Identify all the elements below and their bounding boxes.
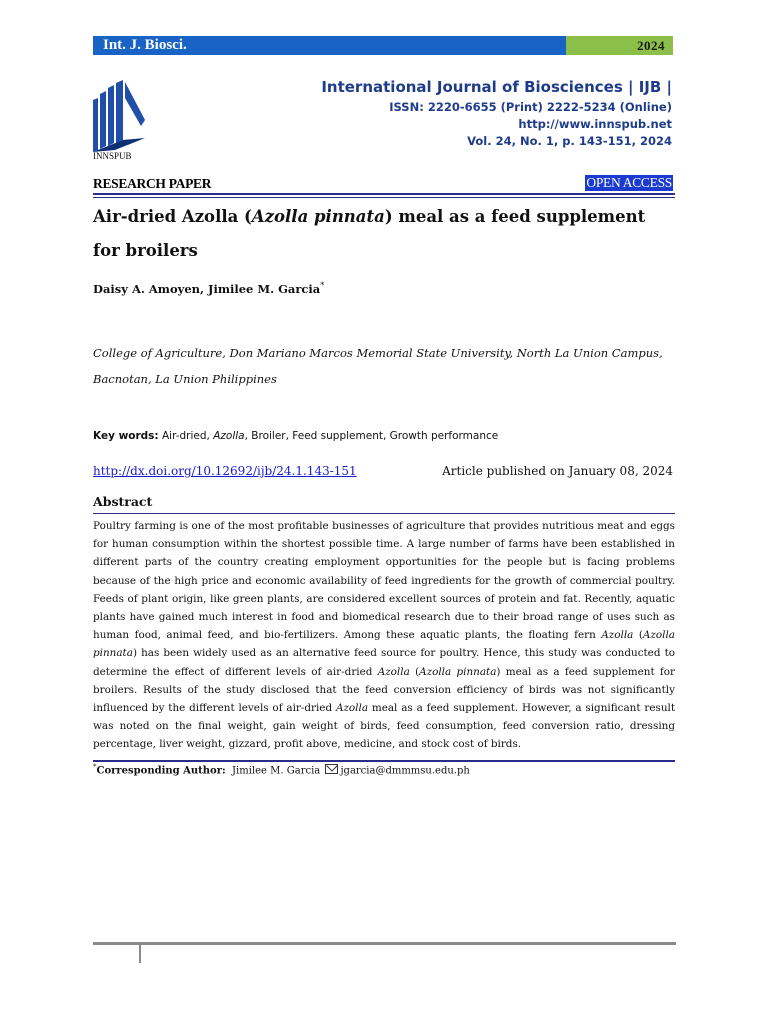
publication-date: Article published on January 08, 2024 [442, 464, 673, 478]
divider [93, 760, 675, 762]
open-access-badge: OPEN ACCESS [586, 175, 672, 190]
abstract-heading: Abstract [93, 494, 153, 509]
divider [93, 193, 675, 195]
article-type: RESEARCH PAPER [93, 176, 212, 191]
journal-header-bar [93, 36, 673, 55]
footer-mark [139, 945, 141, 963]
doi-link[interactable]: http://dx.doi.org/10.12692/ijb/24.1.143-151 [93, 464, 357, 478]
journal-volume: Vol. 24, No. 1, p. 143-151, 2024 [467, 134, 672, 148]
journal-short-name: Int. J. Biosci. [103, 37, 187, 53]
divider [93, 197, 675, 198]
footer-rule [93, 942, 676, 945]
header-blue-bar [93, 36, 566, 55]
article-title: Air-dried Azolla (Azolla pinnata) meal as a feed supplement for broilers [93, 207, 646, 260]
affiliation: College of Agriculture, Don Mariano Marcos Memorial State University, North La Union Campus, Bacnotan, La Union Philippines [93, 346, 663, 386]
authors: Daisy A. Amoyen, Jimilee M. Garcia* [93, 281, 325, 296]
corresponding-author: *Corresponding Author: Jimilee M. Garcia jgarcia@dmmmsu.edu.ph [93, 763, 470, 777]
header-year: 2024 [637, 38, 665, 53]
innspub-logo-icon [93, 80, 149, 162]
journal-url[interactable]: http://www.innspub.net [518, 117, 672, 131]
corresponding-name: Jimilee M. Garcia [232, 765, 321, 777]
abstract-text: Poultry farming is one of the most profitable businesses of agriculture that provides nutritious meat and eggs for human consumption within the shortest possible time. A large number of farms have been established in different parts of the country creating employment opportunities for the people but is facing problems because of the high price and economic availability of feed ingredients for the growth of commercial poultry. Feeds of plant origin, like green plants, are considered excellent sources of protein and fat. Recently, aquatic plants have gained much interest in food and biomedical research due to their broad range of uses such as human food, animal feed, and bio-fertilizers. Among these aquatic plants, the floating fern Azolla (Azolla pinnata) has been widely used as an alternative feed source for poultry. Hence, this study was conducted to determine the effect of different levels of air-dried Azolla (Azolla pinnata) meal as a feed supplement for broilers. Results of the study disclosed that the feed conversion efficiency of birds was not significantly influenced by the different levels of air-dried Azolla meal as a feed supplement. However, a significant result was noted on the final weight, gain weight of birds, feed consumption, feed conversion ratio, dressing percentage, liver weight, gizzard, profit above, medicine, and stock cost of birds. [93, 520, 676, 751]
header-green-bar [566, 36, 673, 55]
keywords: Key words: Air-dried, Azolla, Broiler, Feed supplement, Growth performance [93, 430, 499, 442]
divider [93, 513, 675, 514]
journal-title: International Journal of Biosciences | IJB | [321, 78, 672, 96]
corresponding-email[interactable]: jgarcia@dmmmsu.edu.ph [340, 765, 470, 777]
logo-text: INNSPUB [93, 151, 132, 161]
journal-issn: ISSN: 2220-6655 (Print) 2222-5234 (Online) [389, 100, 672, 114]
envelope-icon [325, 764, 338, 774]
